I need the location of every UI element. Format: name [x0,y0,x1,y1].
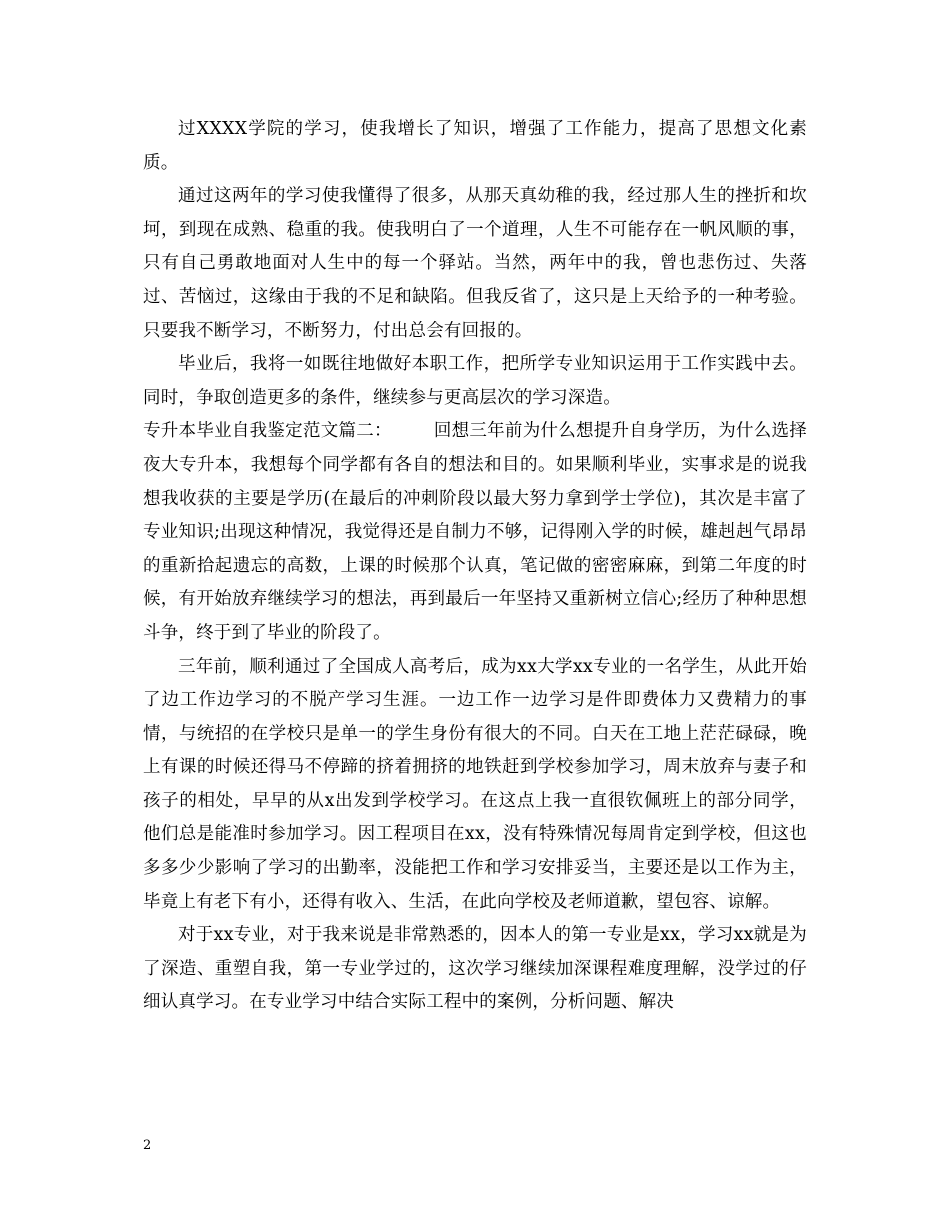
paragraph-6: 对于xx专业，对于我来说是非常熟悉的，因本人的第一专业是xx，学习xx就是为了深造、重塑自我，第一专业学过的，这次学习继续加深课程难度理解，没学过的仔细认真学习。在专业学习中结合实际工程中的案例，分析问题、解决 [143,925,807,1013]
paragraph-1: 过XXXX学院的学习，使我增长了知识，增强了工作能力，提高了思想文化素质。 [143,119,807,173]
paragraph-3: 毕业后，我将一如既往地做好本职工作，把所学专业知识运用于工作实践中去。同时，争取创造更多的条件，继续参与更高层次的学习深造。 [143,354,807,408]
section-paragraph [143,415,807,650]
page-number: 2 [143,1138,152,1153]
paragraph-5: 三年前，顺利通过了全国成人高考后，成为xx大学xx专业的一名学生，从此开始了边工作边学习的不脱产学习生涯。一边工作一边学习是件即费体力又费精力的事情，与统招的在学校只是单一的学生身份有很大的不同。白天在工地上茫茫碌碌，晚上有课的时候还得马不停蹄的挤着拥挤的地铁赶到学校参加学习，周末放弃与妻子和孩子的相处，早早的从x出发到学校学习。在这点上我一直很钦佩班上的部分同学，他们总是能准时参加学习。因工程项目在xx，没有特殊情况每周肯定到学校，但这也多多少少影响了学习的出勤率，没能把工作和学习安排妥当，主要还是以工作为主，毕竟上有老下有小，还得有收入、生活，在此向学校及老师道歉，望包容、谅解。 [143,656,807,912]
paragraph-2: 通过这两年的学习使我懂得了很多，从那天真幼稚的我，经过那人生的挫折和坎坷，到现在成熟、稳重的我。使我明白了一个道理，人生不可能存在一帆风顺的事，只有自己勇敢地面对人生中的每一个驿站。当然，两年中的我，曾也悲伤过、失落过、苦恼过，这缘由于我的不足和缺陷。但我反省了，这只是上天给予的一种考验。只要我不断学习，不断努力，付出总会有回报的。 [143,186,807,341]
section-heading: 专升本毕业自我鉴定范文篇二： [143,421,392,442]
section-first-paragraph: 回想三年前为什么想提升自身学历，为什么选择夜大专升本，我想每个同学都有各自的想法和目的。如果顺利毕业，实事求是的说我想我收获的主要是学历(在最后的冲刺阶段以最大努力拿到学士学位)，其次是丰富了专业知识;出现这种情况，我觉得还是自制力不够，记得刚入学的时候，雄赳赳气昂昂的重新拾起遗忘的高数，上课的时候那个认真，笔记做的密密麻麻，到第二年度的时候，有开始放弃继续学习的想法，再到最后一年坚持又重新树立信心;经历了种种思想斗争，终于到了毕业的阶段了。 [143,421,807,643]
document-body [143,113,807,1020]
